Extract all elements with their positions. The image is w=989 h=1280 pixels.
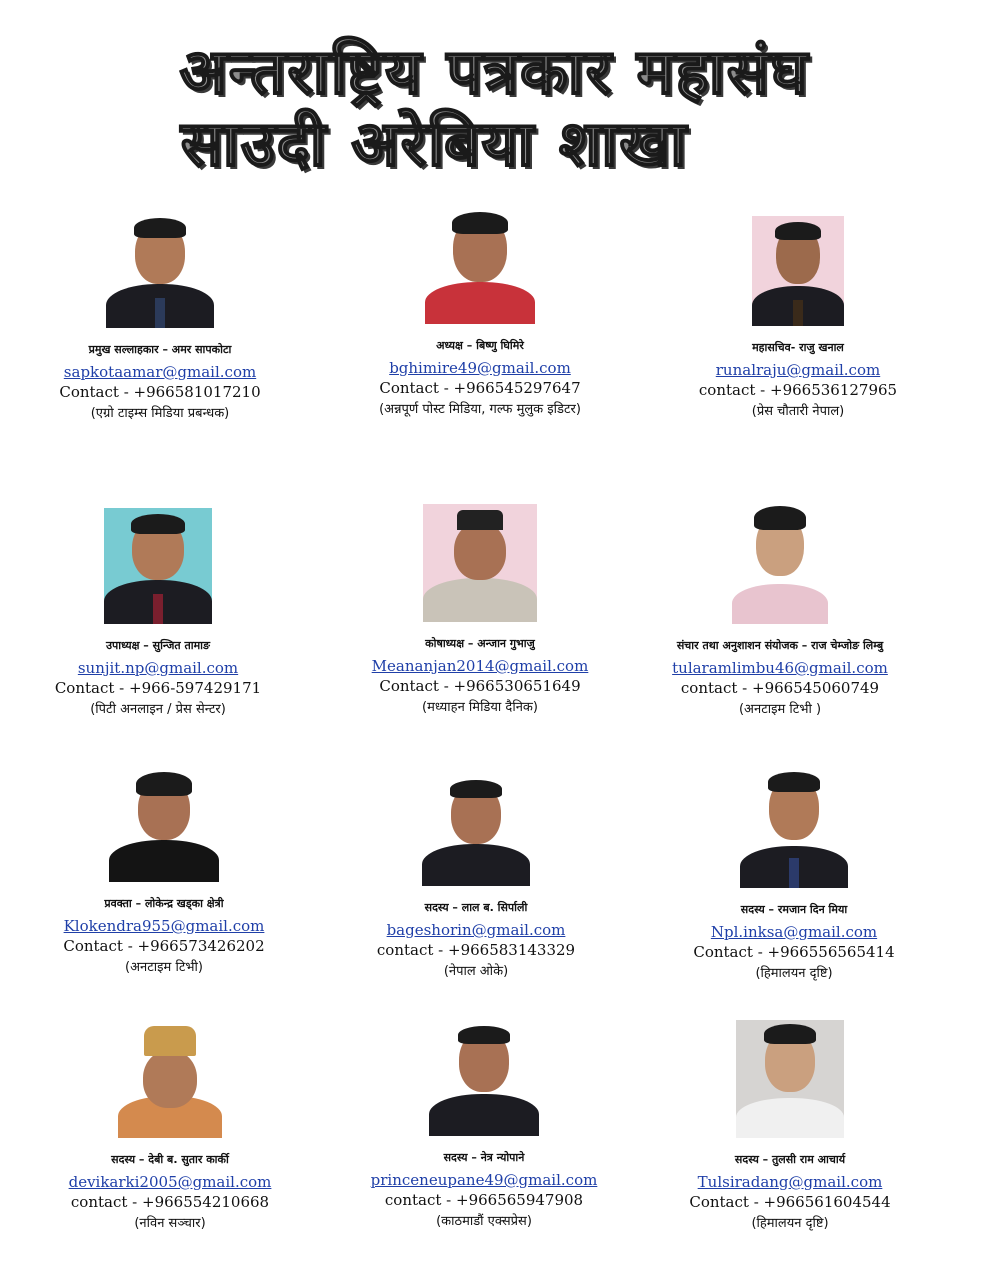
member-organization: (पिटी अनलाइन / प्रेस सेन्टर) bbox=[90, 702, 226, 717]
member-card bbox=[640, 1020, 940, 1231]
member-photo bbox=[429, 1024, 539, 1136]
member-organization: (हिमालयन दृष्टि) bbox=[755, 966, 833, 981]
member-photo bbox=[422, 776, 530, 886]
member-photo bbox=[106, 212, 214, 328]
member-photo bbox=[425, 208, 535, 324]
member-role: संचार तथा अनुशाशन संयोजक – राज चेम्जोङ लिम्बु bbox=[676, 639, 884, 652]
member-contact: contact - +966554210668 bbox=[70, 1193, 270, 1211]
member-card bbox=[20, 1020, 320, 1231]
member-contact: Contact - +966581017210 bbox=[59, 383, 261, 401]
member-role: उपाध्यक्ष – सुन्जित तामाङ bbox=[105, 639, 211, 652]
member-organization: (एग्रो टाइम्स मिडिया प्रबन्धक) bbox=[90, 406, 230, 421]
member-card bbox=[14, 770, 314, 975]
member-role: महासचिव- राजु खनाल bbox=[752, 341, 844, 354]
member-email[interactable]: bageshorin@gmail.com bbox=[386, 921, 566, 939]
member-contact: contact - +966545060749 bbox=[680, 679, 880, 697]
member-contact: Contact - +966-597429171 bbox=[54, 679, 262, 697]
member-contact: Contact - +966561604544 bbox=[689, 1193, 891, 1211]
member-organization: (अनटाइम टिभी ) bbox=[738, 702, 822, 717]
member-organization: (प्रेस चौतारी नेपाल) bbox=[751, 404, 845, 419]
member-organization: (काठमाडौं एक्सप्रेस) bbox=[436, 1214, 532, 1229]
member-photo bbox=[732, 504, 828, 624]
member-card bbox=[334, 1024, 634, 1229]
member-role: कोषाध्यक्ष – अन्जान गुभाजु bbox=[425, 637, 535, 650]
member-organization: (अन्नपूर्ण पोस्ट मिडिया, गल्फ मुलुक इडिटर) bbox=[379, 402, 581, 417]
member-email[interactable]: Tulsiradang@gmail.com bbox=[697, 1173, 883, 1191]
member-email[interactable]: sunjit.np@gmail.com bbox=[77, 659, 239, 677]
member-photo bbox=[109, 770, 219, 882]
member-photo bbox=[423, 504, 537, 622]
member-card bbox=[330, 208, 630, 417]
member-contact: Contact - +966545297647 bbox=[379, 379, 581, 397]
member-card bbox=[648, 216, 948, 419]
member-photo bbox=[752, 216, 844, 326]
member-role: अध्यक्ष – बिष्णु घिमिरे bbox=[436, 339, 524, 352]
member-organization: (मध्याहन मिडिया दैनिक) bbox=[422, 700, 538, 715]
member-role: प्रवक्ता – लोकेन्द्र खड्का क्षेत्री bbox=[104, 897, 224, 910]
title-line-2: साउदी अरेबिया शाखा bbox=[180, 107, 689, 180]
member-organization: (नेपाल ओके) bbox=[443, 964, 509, 979]
member-organization: (हिमालयन दृष्टि) bbox=[751, 1216, 829, 1231]
member-contact: contact - +966565947908 bbox=[384, 1191, 584, 1209]
member-contact: contact - +966536127965 bbox=[698, 381, 898, 399]
member-photo bbox=[104, 508, 212, 624]
member-email[interactable]: tularamlimbu46@gmail.com bbox=[672, 659, 888, 677]
member-organization: (अनटाइम टिभी) bbox=[125, 960, 203, 975]
member-role: सदस्य – देबी ब. सुतार कार्की bbox=[111, 1153, 229, 1166]
member-card bbox=[8, 508, 308, 717]
member-email[interactable]: devikarki2005@gmail.com bbox=[68, 1173, 272, 1191]
member-card bbox=[330, 504, 630, 715]
member-email[interactable]: Klokendra955@gmail.com bbox=[63, 917, 265, 935]
member-email[interactable]: Npl.inksa@gmail.com bbox=[710, 923, 878, 941]
member-contact: Contact - +966556565414 bbox=[693, 943, 895, 961]
member-email[interactable]: runalraju@gmail.com bbox=[715, 361, 881, 379]
member-role: सदस्य – रमजान दिन मिया bbox=[740, 903, 848, 916]
member-photo bbox=[740, 770, 848, 888]
member-card bbox=[10, 212, 310, 421]
member-organization: (नविन सञ्चार) bbox=[134, 1216, 206, 1231]
member-photo bbox=[736, 1020, 844, 1138]
member-email[interactable]: bghimire49@gmail.com bbox=[389, 359, 571, 377]
member-role: सदस्य – लाल ब. सिर्पाली bbox=[424, 901, 528, 914]
member-contact: contact - +966583143329 bbox=[376, 941, 576, 959]
member-contact: Contact - +966573426202 bbox=[63, 937, 265, 955]
member-role: प्रमुख सल्लाहकार – अमर सापकोटा bbox=[88, 343, 232, 356]
member-card bbox=[630, 504, 930, 717]
member-email[interactable]: princeneupane49@gmail.com bbox=[370, 1171, 598, 1189]
member-role: सदस्य – नेत्र न्योपाने bbox=[443, 1151, 525, 1164]
title-line-1: अन्तराष्ट्रिय पत्रकार महासंघ bbox=[179, 35, 810, 108]
member-email[interactable]: sapkotaamar@gmail.com bbox=[63, 363, 257, 381]
member-photo bbox=[118, 1020, 222, 1138]
member-card bbox=[326, 776, 626, 979]
member-email[interactable]: Meananjan2014@gmail.com bbox=[371, 657, 589, 675]
member-role: सदस्य – तुलसी राम आचार्य bbox=[734, 1153, 846, 1166]
member-contact: Contact - +966530651649 bbox=[379, 677, 581, 695]
member-card bbox=[644, 770, 944, 981]
